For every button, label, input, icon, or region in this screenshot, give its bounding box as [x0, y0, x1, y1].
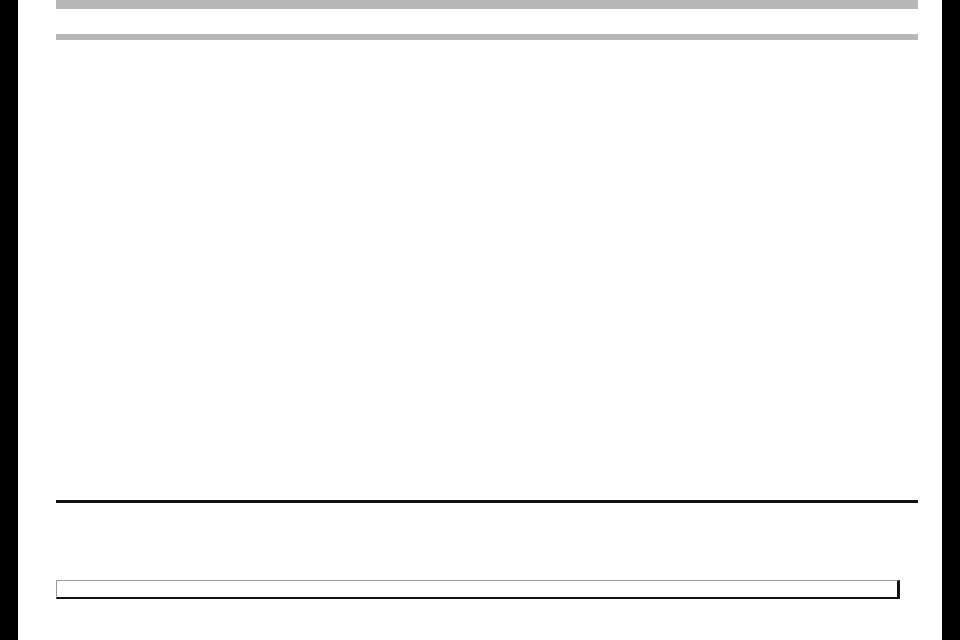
table-bottom-rule: [56, 500, 918, 503]
header-gray-bar: [56, 34, 918, 40]
report-page: [18, 0, 942, 640]
top-gray-bar: [56, 0, 918, 9]
footer-note-box: [56, 580, 900, 599]
